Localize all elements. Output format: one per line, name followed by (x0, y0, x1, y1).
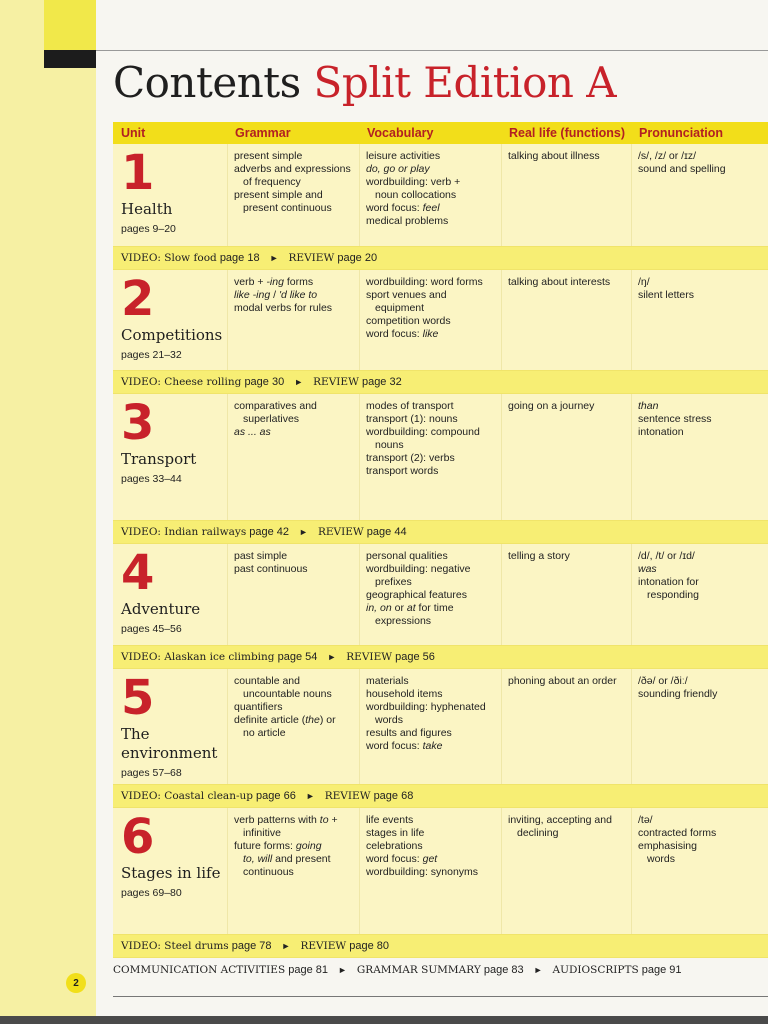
vocab-item: wordbuilding: negative (366, 563, 471, 575)
grammar-text: verb + (234, 276, 267, 288)
review-page: page 44 (366, 526, 407, 538)
arrow-icon: ► (294, 377, 304, 387)
vocab-text: feel (422, 202, 440, 214)
pron-item: /tə/ (638, 814, 653, 826)
grammar-text: the (305, 714, 320, 726)
vocab-item: transport (1): nouns (366, 413, 458, 425)
grammar-text: to (319, 814, 329, 826)
grammar-text: going (295, 840, 322, 852)
vocab-item: celebrations (366, 840, 423, 852)
grammar-cell (227, 270, 359, 370)
video-review-row-1 (113, 246, 768, 270)
header-pronunciation: Pronunciation (639, 126, 724, 140)
grammar-item: adverbs and expressions (234, 163, 351, 175)
footer-communication: COMMUNICATION ACTIVITIES (113, 964, 286, 976)
grammar-item: uncountable nouns (243, 688, 332, 700)
review-page: page 56 (395, 651, 435, 663)
vocab-item: prefixes (375, 576, 412, 588)
pron-item: than (638, 400, 659, 412)
unit-number: 3 (121, 395, 155, 451)
real-life-cell (501, 544, 631, 645)
grammar-cell (227, 808, 359, 934)
video-page: page 42 (249, 526, 290, 538)
vocab-item: geographical features (366, 589, 467, 601)
pron-item: emphasising (638, 840, 697, 852)
vocab-text: word focus: (366, 328, 423, 340)
footer-links (113, 964, 753, 976)
pron-item: /s/, /z/ or /ɪz/ (638, 150, 696, 162)
grammar-text: 'd like to (278, 289, 318, 301)
vocabulary-cell (359, 669, 501, 784)
pron-item: sound and spelling (638, 163, 726, 175)
unit-number: 5 (121, 670, 155, 726)
video-label: VIDEO: Coastal clean-up (121, 790, 253, 802)
grammar-text: -ing (266, 276, 284, 288)
pron-item: responding (647, 589, 699, 601)
grammar-item: as ... as (234, 426, 271, 438)
title-edition: Split Edition A (313, 58, 617, 107)
vocab-item (366, 202, 495, 215)
review-page: page 20 (337, 252, 378, 264)
vocabulary-cell (359, 808, 501, 934)
grammar-item: infinitive (243, 827, 281, 839)
real-life-item: talking about illness (508, 150, 600, 162)
unit-number: 6 (121, 809, 155, 865)
grammar-item: countable and (234, 675, 300, 687)
unit-row-2 (113, 270, 768, 370)
vocab-item (366, 853, 495, 866)
pron-item: /ŋ/ (638, 276, 650, 288)
unit-number: 2 (121, 271, 155, 327)
vocab-text: word focus: (366, 853, 423, 865)
unit-pages: pages 45–56 (121, 623, 182, 635)
pron-item: words (647, 853, 676, 865)
arrow-icon: ► (305, 791, 315, 801)
grammar-item: present continuous (243, 202, 332, 214)
video-review-row-4 (113, 645, 768, 669)
video-page: page 54 (277, 651, 318, 663)
review-page: page 80 (349, 940, 390, 952)
vocab-item: sport venues and (366, 289, 447, 301)
pron-item: sentence stress (638, 413, 712, 425)
review-label: REVIEW (317, 526, 364, 538)
unit-title: Stages in life (121, 864, 221, 882)
vocab-text: word focus: (366, 202, 423, 214)
vocab-item: nouns (375, 439, 404, 451)
review-label: REVIEW (313, 376, 359, 388)
unit-number: 4 (121, 545, 155, 601)
pron-item: silent letters (638, 289, 695, 301)
vocab-item: wordbuilding: verb + (366, 176, 461, 188)
left-margin-strip (0, 0, 96, 1024)
video-label: VIDEO: Steel drums (121, 940, 229, 952)
vocab-item: expressions (375, 615, 432, 627)
real-life-item: declining (517, 827, 559, 839)
pron-item: contracted forms (638, 827, 717, 839)
grammar-text: definite article ( (234, 714, 306, 726)
table-header (113, 122, 768, 144)
vocab-item: noun collocations (375, 189, 457, 201)
vocabulary-cell (359, 544, 501, 645)
review-page: page 32 (361, 376, 402, 388)
video-label: VIDEO: Alaskan ice climbing (121, 651, 275, 663)
unit-pages: pages 21–32 (121, 349, 182, 361)
vocab-text: at (406, 602, 416, 614)
unit-cell (113, 544, 227, 645)
vocab-text: or (391, 602, 407, 614)
real-life-cell (501, 144, 631, 246)
vocabulary-cell (359, 270, 501, 370)
page-title (113, 58, 616, 107)
pron-item: sounding friendly (638, 688, 718, 700)
vocab-item: results and figures (366, 727, 452, 739)
unit-pages: pages 9–20 (121, 223, 176, 235)
video-label: VIDEO: Slow food (121, 252, 217, 264)
grammar-item (234, 714, 353, 727)
grammar-cell (227, 669, 359, 784)
pronunciation-cell (631, 270, 768, 370)
grammar-item: of frequency (243, 176, 301, 188)
top-rule (96, 50, 768, 51)
vocab-item: wordbuilding: word forms (366, 276, 483, 288)
left-black-block (44, 50, 96, 68)
real-life-cell (501, 394, 631, 520)
vocab-item: life events (366, 814, 414, 826)
vocab-item (366, 328, 495, 341)
grammar-text: and present (272, 853, 331, 865)
vocab-item: stages in life (366, 827, 425, 839)
vocabulary-cell (359, 144, 501, 246)
grammar-item: comparatives and (234, 400, 317, 412)
real-life-item: inviting, accepting and (508, 814, 612, 826)
video-label: VIDEO: Cheese rolling (121, 376, 242, 388)
vocab-text: word focus: (366, 740, 423, 752)
grammar-item: present simple and (234, 189, 323, 201)
pronunciation-cell (631, 808, 768, 934)
footer-grammar: GRAMMAR SUMMARY (356, 964, 481, 976)
vocab-item: transport words (366, 465, 439, 477)
grammar-item: present simple (234, 150, 303, 162)
footer-audioscripts: AUDIOSCRIPTS (552, 964, 639, 976)
review-label: REVIEW (288, 252, 335, 264)
unit-row-5 (113, 669, 768, 784)
grammar-cell (227, 394, 359, 520)
arrow-icon: ► (338, 965, 347, 975)
pron-item: /ðə/ or /ðiː/ (638, 675, 688, 687)
unit-cell (113, 270, 227, 370)
vocab-item: medical problems (366, 215, 449, 227)
real-life-item: talking about interests (508, 276, 611, 288)
grammar-item: no article (243, 727, 286, 739)
unit-number: 1 (121, 145, 155, 201)
unit-title-line-2: environment (121, 744, 218, 762)
vocab-text: like (422, 328, 439, 340)
vocab-item (366, 740, 495, 753)
grammar-item: modal verbs for rules (234, 302, 333, 314)
unit-title-line-1: The (121, 725, 150, 743)
vocab-text: get (422, 853, 438, 865)
vocab-item: household items (366, 688, 443, 700)
vocab-item: leisure activities (366, 150, 441, 162)
grammar-item: superlatives (243, 413, 300, 425)
video-review-row-5 (113, 784, 768, 808)
real-life-item: telling a story (508, 550, 570, 562)
vocab-item: equipment (375, 302, 425, 314)
grammar-item (234, 853, 353, 866)
real-life-cell (501, 669, 631, 784)
page-number-badge: 2 (66, 973, 86, 993)
video-review-row-6 (113, 934, 768, 958)
grammar-item (234, 276, 353, 289)
grammar-text: / (270, 289, 279, 301)
unit-row-4 (113, 544, 768, 645)
unit-title: Adventure (121, 600, 201, 618)
unit-cell (113, 808, 227, 934)
real-life-cell (501, 270, 631, 370)
vocab-item: personal qualities (366, 550, 448, 562)
bottom-band (0, 1016, 768, 1024)
vocab-item: transport (2): verbs (366, 452, 455, 464)
unit-title: Health (121, 200, 173, 218)
unit-row-3 (113, 394, 768, 520)
unit-cell (113, 669, 227, 784)
pron-item: intonation for (638, 576, 699, 588)
real-life-cell (501, 808, 631, 934)
vocab-item: competition words (366, 315, 451, 327)
unit-title: Competitions (121, 326, 223, 344)
review-label: REVIEW (300, 940, 347, 952)
video-review-row-3 (113, 520, 768, 544)
vocab-item: materials (366, 675, 409, 687)
footer-communication-page: page 81 (288, 964, 328, 976)
vocabulary-cell (359, 394, 501, 520)
video-review-row-2 (113, 370, 768, 394)
grammar-text: ) or (319, 714, 336, 726)
pron-item: was (638, 563, 657, 575)
pronunciation-cell (631, 544, 768, 645)
header-unit: Unit (121, 126, 146, 140)
pronunciation-cell (631, 144, 768, 246)
arrow-icon: ► (327, 652, 337, 662)
pron-item: /d/, /t/ or /ɪd/ (638, 550, 695, 562)
vocab-text: take (422, 740, 443, 752)
vocab-item: wordbuilding: hyphenated (366, 701, 486, 713)
vocab-item: modes of transport (366, 400, 454, 412)
real-life-item: phoning about an order (508, 675, 617, 687)
grammar-item: past simple (234, 550, 288, 562)
vocab-item: wordbuilding: compound (366, 426, 480, 438)
video-page: page 66 (256, 790, 296, 802)
grammar-cell (227, 144, 359, 246)
review-label: REVIEW (346, 651, 393, 663)
unit-pages: pages 33–44 (121, 473, 182, 485)
arrow-icon: ► (269, 253, 279, 263)
review-page: page 68 (373, 790, 414, 802)
grammar-text: forms (283, 276, 314, 288)
header-real-life: Real life (functions) (509, 126, 625, 140)
unit-cell (113, 144, 227, 246)
vocab-item: do, go or play (366, 163, 430, 175)
grammar-item: past continuous (234, 563, 308, 575)
vocab-text: in, on (366, 602, 392, 614)
vocab-item: wordbuilding: synonyms (366, 866, 479, 878)
video-page: page 78 (231, 940, 272, 952)
header-grammar: Grammar (235, 126, 291, 140)
review-label: REVIEW (324, 790, 371, 802)
grammar-text: verb patterns with (234, 814, 320, 826)
unit-pages: pages 57–68 (121, 767, 182, 779)
left-yellow-block (44, 0, 96, 50)
grammar-text: to, will (243, 853, 273, 865)
unit-row-1 (113, 144, 768, 246)
unit-pages: pages 69–80 (121, 887, 182, 899)
vocab-text: for time (415, 602, 454, 614)
arrow-icon: ► (281, 941, 291, 951)
grammar-item (234, 289, 353, 302)
grammar-text: like -ing (234, 289, 271, 301)
bottom-rule (113, 996, 768, 997)
grammar-item: continuous (243, 866, 294, 878)
vocab-item (366, 602, 495, 615)
grammar-item: quantifiers (234, 701, 283, 713)
video-page: page 30 (244, 376, 285, 388)
grammar-item (234, 814, 353, 827)
unit-title: Transport (121, 450, 197, 468)
unit-row-6 (113, 808, 768, 934)
footer-audioscripts-page: page 91 (641, 964, 682, 976)
video-label: VIDEO: Indian railways (121, 526, 247, 538)
video-page: page 18 (219, 252, 260, 264)
arrow-icon: ► (299, 527, 308, 537)
vocab-item: words (375, 714, 404, 726)
real-life-item: going on a journey (508, 400, 595, 412)
grammar-text: + (328, 814, 338, 826)
unit-cell (113, 394, 227, 520)
title-contents: Contents (113, 58, 301, 107)
pronunciation-cell (631, 394, 768, 520)
contents-table (113, 122, 768, 958)
grammar-item (234, 840, 353, 853)
arrow-icon: ► (533, 965, 543, 975)
grammar-cell (227, 544, 359, 645)
footer-grammar-page: page 83 (483, 964, 524, 976)
grammar-text: future forms: (234, 840, 296, 852)
header-vocabulary: Vocabulary (367, 126, 434, 140)
pronunciation-cell (631, 669, 768, 784)
pron-item: intonation (638, 426, 684, 438)
